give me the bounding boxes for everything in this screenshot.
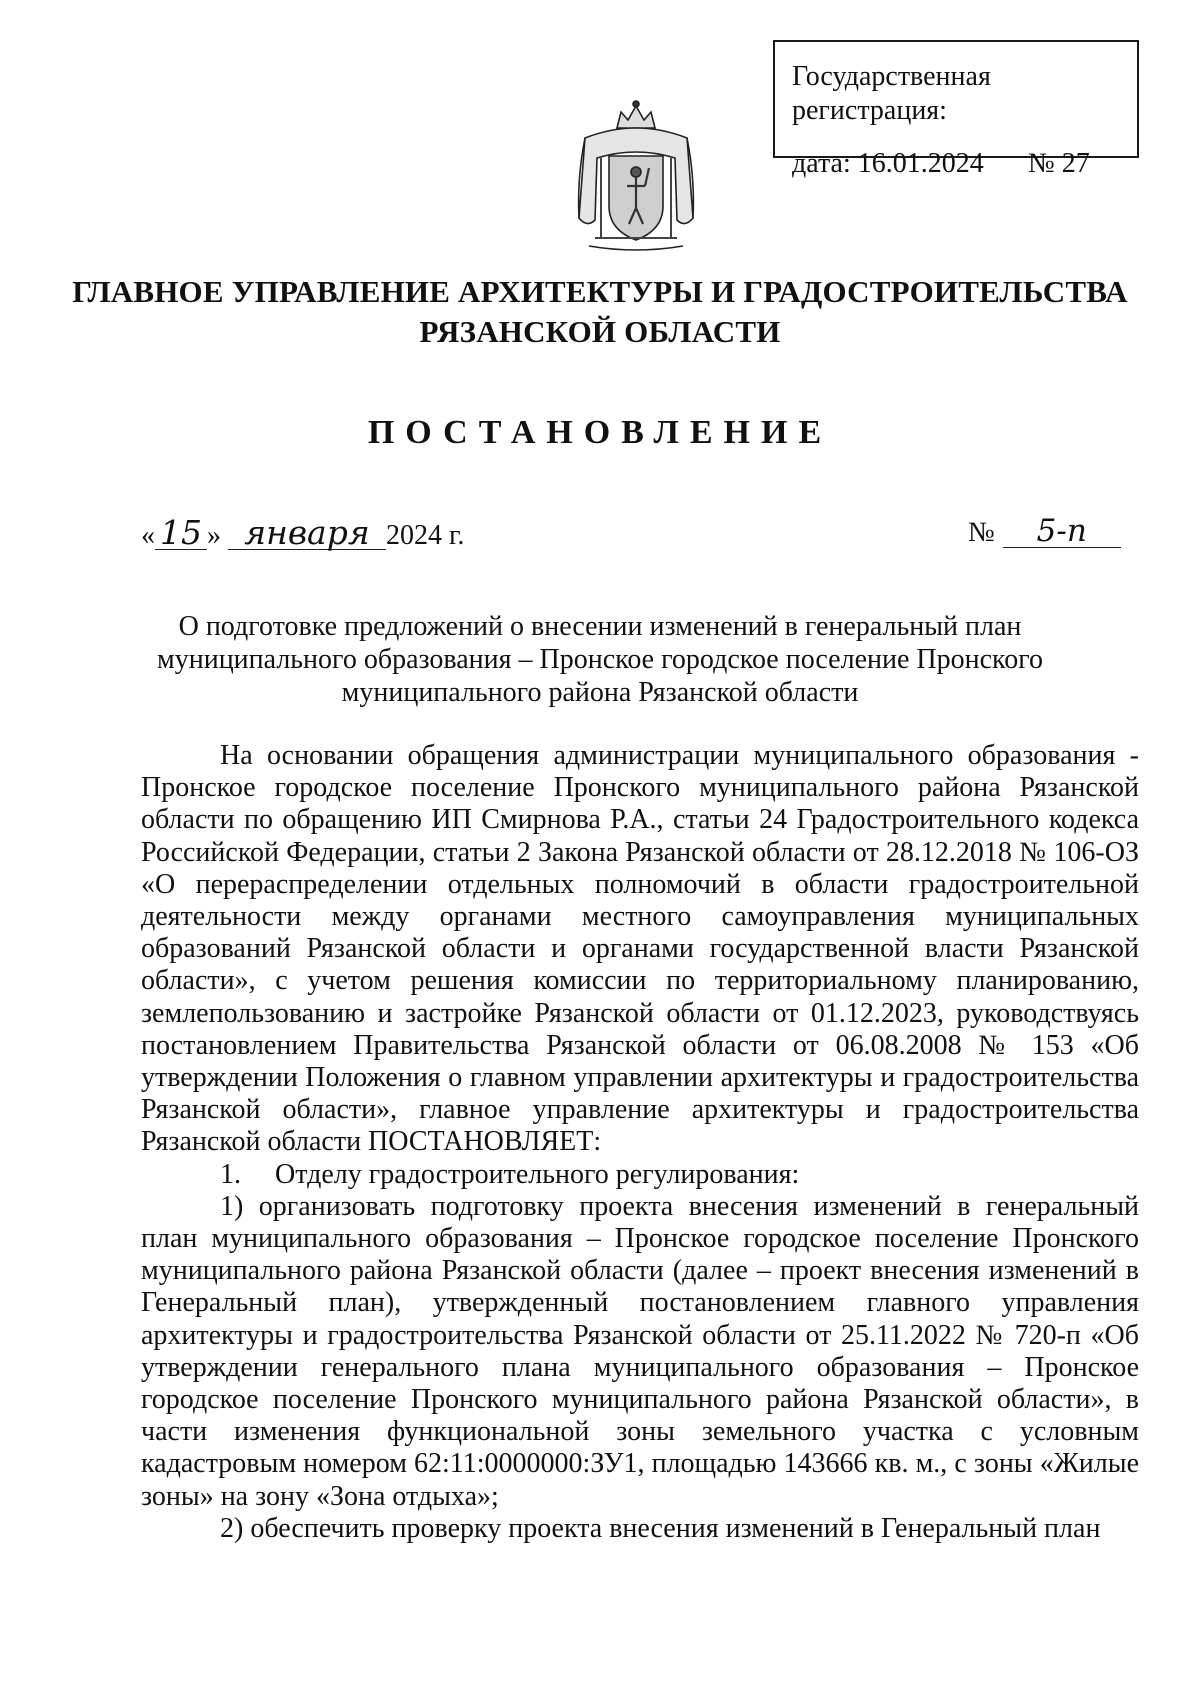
number-label: № xyxy=(968,517,995,548)
close-quote: » xyxy=(207,520,221,551)
document-type-title: ПОСТАНОВЛЕНИЕ xyxy=(367,414,833,451)
preamble-paragraph: На основании обращения администрации муниципального образования - Пронское городское поселение Пронского муниципального района Рязанской области по обращению ИП Смирнова Р.А., статьи 24 Градостроительного кодекса Российской Федерации, статьи 2 Закона Рязанской области от 28.12.2018 № 106-ОЗ «О перераспределении отдельных полномочий в области градостроительной деятельности между органами местного самоуправления муниципальных образований Рязанской области и органами государственной власти Рязанской области», с учетом решения комиссии по территориальному планированию, землепользованию и застройке Рязанской области от 01.12.2023, руководствуясь постановлением Правительства Рязанской области от 06.08.2008 № 153 «Об утверждении Положения о главном управлении архитектуры и градостроительства Рязанской области», главное управление архитектуры и градостроительства Рязанской области ПОСТАНОВЛЯЕТ: xyxy=(141,740,1139,1158)
document-body xyxy=(141,740,1139,1545)
organization-name xyxy=(0,272,1200,352)
date-month: января xyxy=(228,516,386,550)
document-subject xyxy=(150,610,1050,709)
item-1-number: 1. xyxy=(220,1158,241,1190)
document-date xyxy=(141,513,465,552)
document-number xyxy=(968,513,1121,549)
registration-label: Государственная регистрация: xyxy=(792,61,991,126)
date-year: 2024 г. xyxy=(386,520,465,551)
item-1 xyxy=(141,1159,1139,1191)
registration-details xyxy=(792,147,1137,181)
registration-number: № 27 xyxy=(1028,148,1090,180)
item-1-text: Отделу градостроительного регулирования: xyxy=(275,1158,800,1190)
registration-stamp xyxy=(773,40,1139,180)
subject-line-1: О подготовке предложений о внесении изменений в генеральный план xyxy=(178,611,1022,642)
subject-line-2: муниципального образования – Пронское городское поселение Пронского xyxy=(157,644,1043,675)
number-value: 5-п xyxy=(1003,516,1121,548)
subitem-2-paragraph: 2) обеспечить проверку проекта внесения изменений в Генеральный план xyxy=(220,1512,1101,1544)
org-line-2: РЯЗАНСКОЙ ОБЛАСТИ xyxy=(419,314,781,349)
org-line-1: ГЛАВНОЕ УПРАВЛЕНИЕ АРХИТЕКТУРЫ И ГРАДОСТРОИТЕЛЬСТВА xyxy=(72,274,1128,309)
open-quote: « xyxy=(141,520,155,551)
subitem-1-paragraph: 1) организовать подготовку проекта внесения изменений в генеральный план муниципального образования – Пронское городское поселение Пронского муниципального района Рязанской области (далее – проект внесения изменений в Генеральный план), утвержденный постановлением главного управления архитектуры и градостроительства Рязанской области от 25.11.2022 № 720-п «Об утверждении генерального плана муниципального образования – Пронское городское поселение Пронского муниципального района Рязанской области», в части изменения функциональной зоны земельного участка с условным кадастровым номером 62:11:0000000:ЗУ1, площадью 143666 кв. м., с зоны «Жилые зоны» на зону «Зона отдыха»; xyxy=(141,1190,1139,1512)
date-day: 15 xyxy=(155,516,207,550)
coat-of-arms-icon xyxy=(565,98,707,253)
subject-line-3: муниципального района Рязанской области xyxy=(341,677,859,708)
registration-date: дата: 16.01.2024 xyxy=(792,148,984,180)
